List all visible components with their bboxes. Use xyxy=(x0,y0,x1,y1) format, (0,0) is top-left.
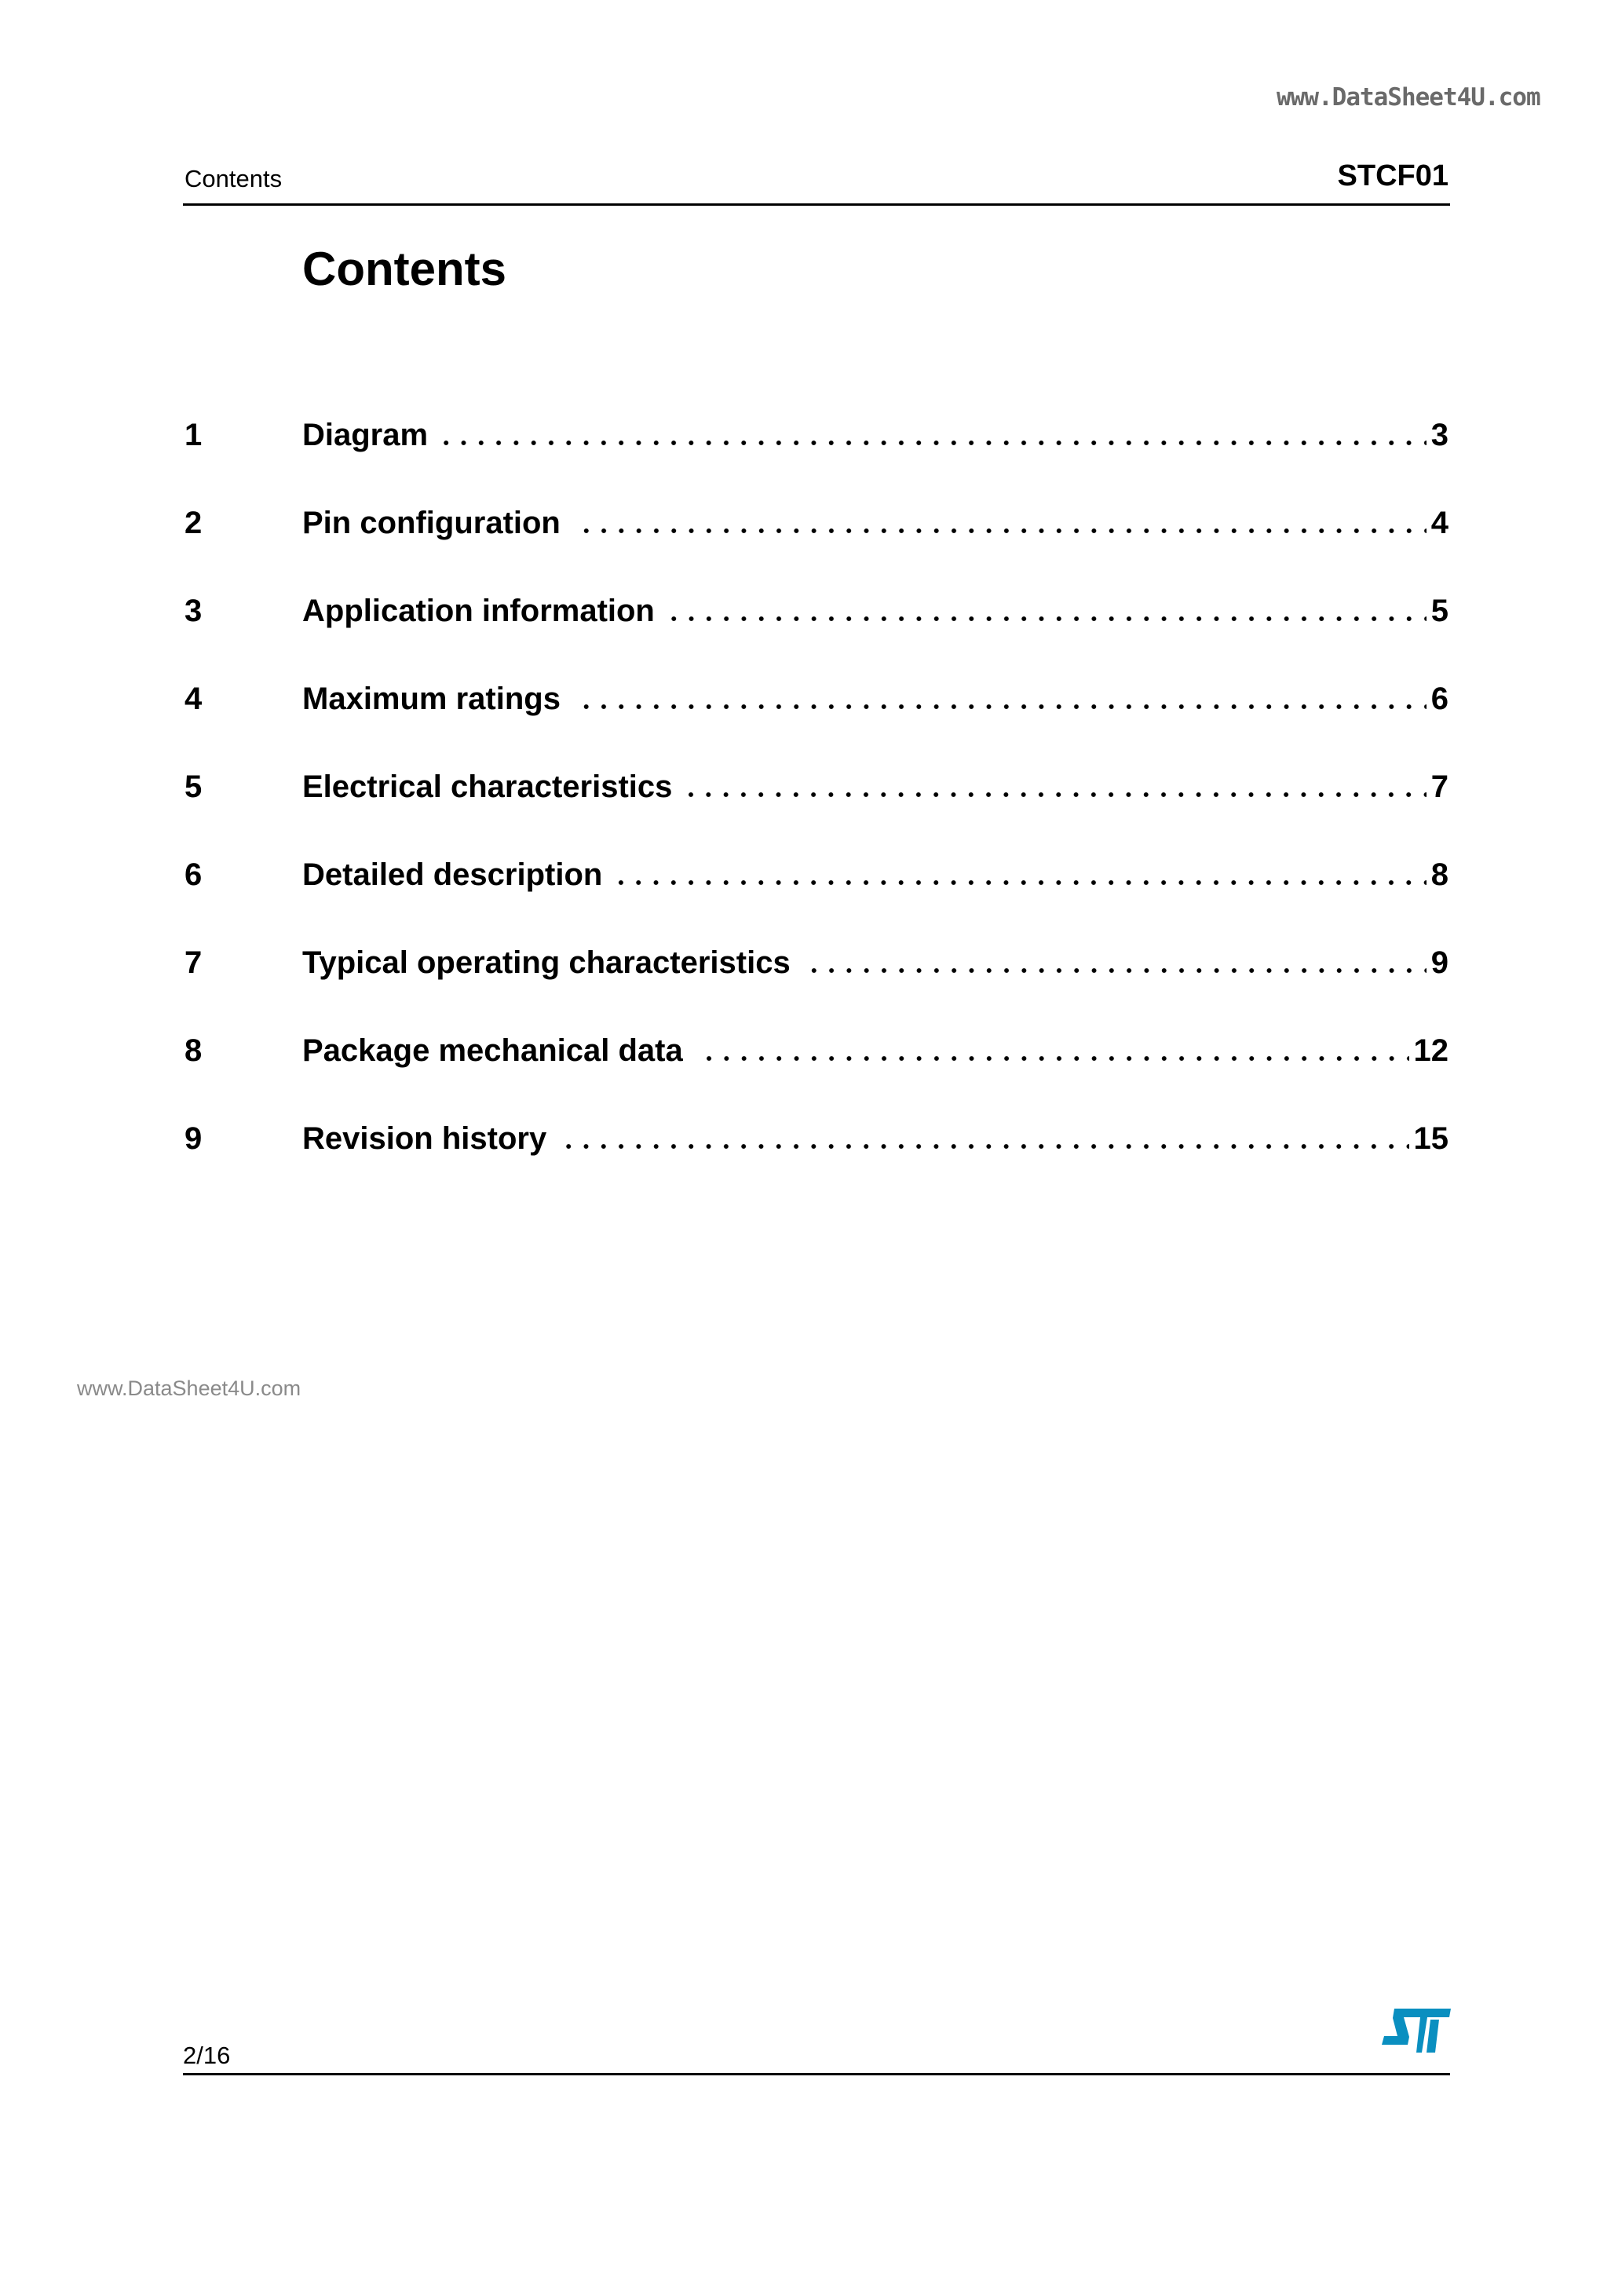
header-rule xyxy=(183,203,1450,206)
toc-number: 4 xyxy=(184,682,203,716)
toc-entry[interactable] xyxy=(184,983,1448,1071)
dot-leader xyxy=(575,678,1427,719)
dot-leader xyxy=(697,1030,1409,1071)
toc-list xyxy=(184,367,1448,1159)
toc-page: 6 xyxy=(1430,682,1448,716)
header-doc-id: STCF01 xyxy=(1337,159,1448,192)
toc-number: 2 xyxy=(184,506,203,540)
toc-number: 9 xyxy=(184,1121,203,1156)
toc-entry[interactable] xyxy=(184,1071,1448,1159)
toc-page: 9 xyxy=(1430,945,1448,980)
page-title: Contents xyxy=(302,243,506,295)
toc-page: 8 xyxy=(1430,857,1448,892)
toc-label: Diagram xyxy=(302,418,429,452)
toc-page: 7 xyxy=(1430,770,1448,804)
toc-label: Application information xyxy=(302,594,655,628)
dot-leader xyxy=(669,590,1427,631)
dot-leader xyxy=(686,766,1426,807)
toc-label: Detailed description xyxy=(302,857,603,892)
toc-entry[interactable] xyxy=(184,807,1448,895)
header-section: Contents xyxy=(184,165,283,192)
toc-page: 12 xyxy=(1413,1033,1448,1068)
toc-entry[interactable] xyxy=(184,719,1448,807)
toc-number: 7 xyxy=(184,945,203,980)
toc-label: Revision history xyxy=(302,1121,547,1156)
dot-leader xyxy=(805,942,1427,983)
st-logo-icon xyxy=(1382,2009,1451,2053)
dot-leader xyxy=(561,1118,1408,1159)
toc-number: 8 xyxy=(184,1033,203,1068)
toc-entry[interactable] xyxy=(184,631,1448,719)
toc-page: 3 xyxy=(1430,418,1448,452)
toc-entry[interactable] xyxy=(184,543,1448,631)
watermark-left[interactable]: www.DataSheet4U.com xyxy=(77,1377,301,1400)
toc-page: 15 xyxy=(1413,1121,1448,1156)
page-number: 2/16 xyxy=(183,2042,231,2069)
toc-number: 5 xyxy=(184,770,203,804)
dot-leader xyxy=(616,854,1426,895)
watermark-top[interactable]: www.DataSheet4U.com xyxy=(1277,83,1540,112)
toc-label: Package mechanical data xyxy=(302,1033,683,1068)
toc-number: 3 xyxy=(184,594,203,628)
toc-label: Typical operating characteristics xyxy=(302,945,791,980)
toc-label: Pin configuration xyxy=(302,506,561,540)
toc-entry[interactable] xyxy=(184,895,1448,983)
toc-page: 4 xyxy=(1430,506,1448,540)
toc-label: Electrical characteristics xyxy=(302,770,673,804)
toc-number: 1 xyxy=(184,418,203,452)
dot-leader xyxy=(442,415,1427,455)
toc-number: 6 xyxy=(184,857,203,892)
toc-entry[interactable] xyxy=(184,367,1448,455)
toc-label: Maximum ratings xyxy=(302,682,561,716)
toc-entry[interactable] xyxy=(184,455,1448,543)
dot-leader xyxy=(575,503,1427,543)
footer-rule xyxy=(183,2073,1450,2075)
toc-page: 5 xyxy=(1430,594,1448,628)
